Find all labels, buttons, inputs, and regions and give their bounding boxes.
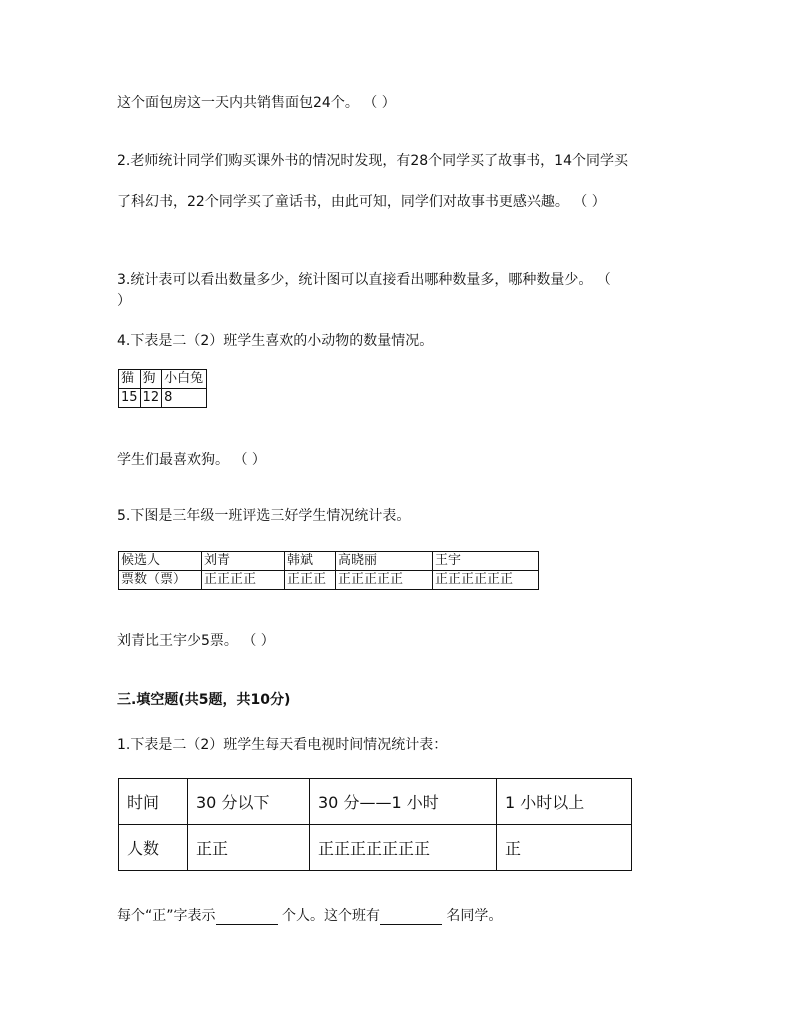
votes-cell: 刘青 — [202, 552, 285, 571]
animals-header-cell: 猫 — [119, 370, 141, 389]
fill-text-2: 个人。这个班有 — [281, 908, 380, 924]
q4-statement: 学生们最喜欢狗。 （ ） — [117, 452, 266, 468]
votes-count-row — [119, 571, 539, 590]
s3-q1-intro: 1.下表是二（2）班学生每天看电视时间情况统计表： — [117, 737, 448, 753]
votes-cell: 王宇 — [433, 552, 539, 571]
q5-statement: 刘青比王宇少5票。 （ ） — [117, 633, 275, 649]
q5-intro: 5.下图是三年级一班评选三好学生情况统计表。 — [117, 508, 411, 524]
answer-blank-1[interactable] — [216, 910, 278, 925]
animals-header-cell: 狗 — [140, 370, 162, 389]
section-title: 三.填空题(共5题，共10分) — [117, 692, 291, 708]
animals-value-cell: 12 — [140, 389, 162, 408]
tv-cell: 正正正正正正正 — [310, 825, 497, 871]
animals-value-cell: 8 — [162, 389, 207, 408]
animals-table — [118, 369, 207, 408]
q3-line2: ） — [117, 293, 131, 309]
votes-cell: 正正正正正 — [336, 571, 433, 590]
tv-cell: 正正 — [188, 825, 310, 871]
votes-cell: 正正正 — [285, 571, 336, 590]
tv-cell: 30 分——1 小时 — [310, 779, 497, 825]
tv-cell: 1 小时以上 — [497, 779, 632, 825]
votes-candidate-row — [119, 552, 539, 571]
animals-value-row — [119, 389, 207, 408]
votes-cell: 韩斌 — [285, 552, 336, 571]
tv-cell: 30 分以下 — [188, 779, 310, 825]
animals-value-cell: 15 — [119, 389, 141, 408]
tv-count-row — [119, 825, 632, 871]
tv-cell: 正 — [497, 825, 632, 871]
q2-line2: 了科幻书，22个同学买了童话书，由此可知，同学们对故事书更感兴趣。 （ ） — [117, 194, 606, 210]
tv-time-table — [118, 778, 632, 871]
votes-cell: 正正正正 — [202, 571, 285, 590]
tv-time-row — [119, 779, 632, 825]
answer-blank-2[interactable] — [380, 910, 442, 925]
votes-cell: 正正正正正正 — [433, 571, 539, 590]
votes-table — [118, 551, 539, 590]
tv-cell: 时间 — [119, 779, 188, 825]
fill-text-1: 每个“正”字表示 — [117, 908, 216, 924]
q2-line1: 2.老师统计同学们购买课外书的情况时发现，有28个同学买了故事书，14个同学买 — [117, 153, 628, 169]
votes-cell: 候选人 — [119, 552, 202, 571]
q3-line1: 3.统计表可以看出数量多少，统计图可以直接看出哪种数量多，哪种数量少。 （ — [117, 272, 611, 288]
fill-text-3: 名同学。 — [446, 908, 503, 924]
votes-cell: 高晓丽 — [336, 552, 433, 571]
votes-cell: 票数（票） — [119, 571, 202, 590]
animals-header-row — [119, 370, 207, 389]
q1-statement: 这个面包房这一天内共销售面包24个。 （ ） — [117, 95, 396, 111]
s3-q1-fill-line — [117, 907, 502, 925]
animals-header-cell: 小白兔 — [162, 370, 207, 389]
q4-intro: 4.下表是二（2）班学生喜欢的小动物的数量情况。 — [117, 333, 434, 349]
tv-cell: 人数 — [119, 825, 188, 871]
